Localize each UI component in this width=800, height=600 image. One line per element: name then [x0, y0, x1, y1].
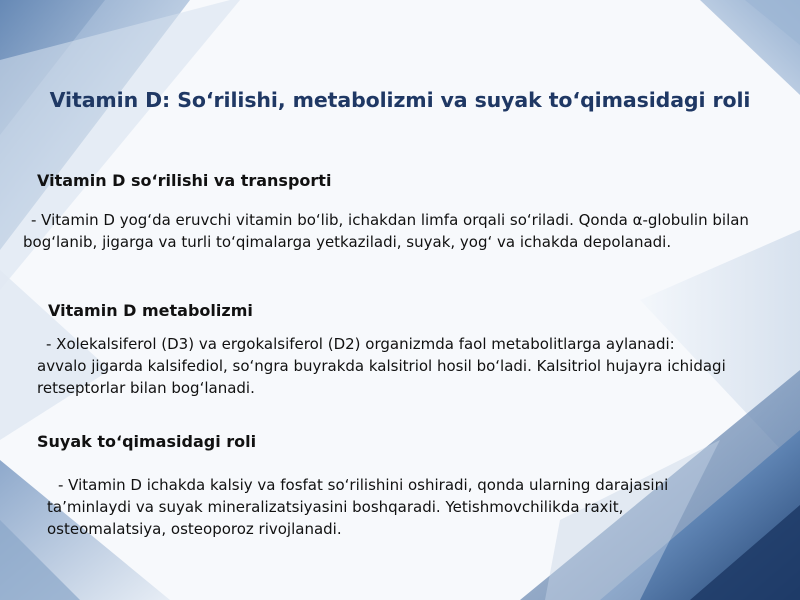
section-heading-metabolism: Vitamin D metabolizmi [48, 301, 253, 320]
section-heading-bone-role: Suyak to‘qimasidagi roli [37, 432, 257, 451]
section-text-metabolism: - Xolekalsiferol (D3) va ergokalsiferol (D2) organizmda faol metabolitlarga aylanadi: avvalo jigarda kalsifediol, so‘ngra buyrakda kalsitriol hosil bo‘ladi. Kalsitriol hujayra ichidagi retseptorlar bilan bog‘lanadi. [37, 335, 726, 397]
section-text-absorption: - Vitamin D yog‘da eruvchi vitamin bo‘lib, ichakdan limfa orqali so‘riladi. Qonda α-globulin bilan bog‘lanib, jigarga va turli to‘qimalarga yetkaziladi, suyak, yog‘ va ichakda depolanadi. [23, 211, 749, 251]
slide-title: Vitamin D: So‘rilishi, metabolizmi va suyak to‘qimasidagi roli [49, 88, 751, 112]
section-heading-absorption: Vitamin D so‘rilishi va transporti [37, 171, 332, 190]
section-text-bone-role: - Vitamin D ichakda kalsiy va fosfat so‘rilishini oshiradi, qonda ularning darajasini ta’minlaydi va suyak mineralizatsiyasini boshqaradi. Yetishmovchilikda raxit, osteomalatsiya, osteoporoz rivojlanadi. [47, 476, 669, 538]
